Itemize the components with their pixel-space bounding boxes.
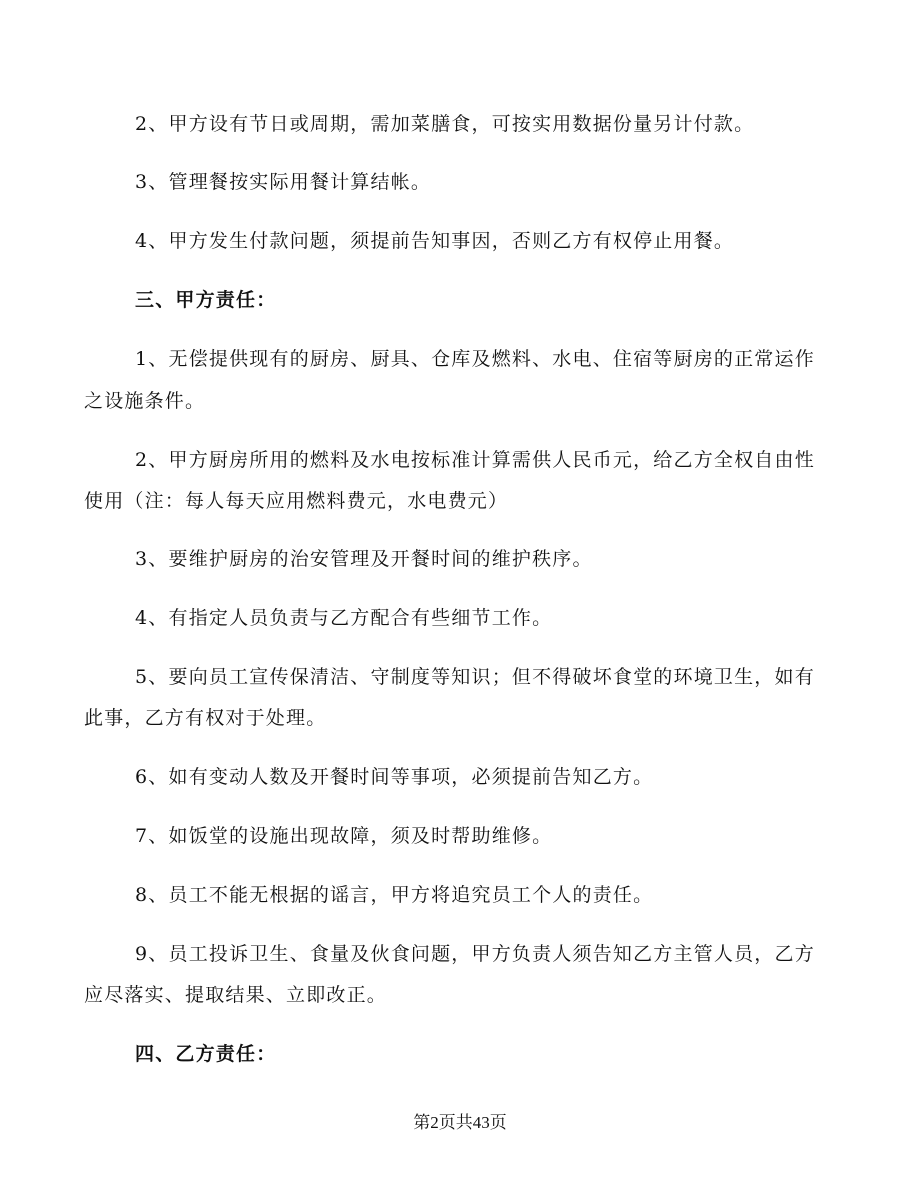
party-a-clause-1-line-1: 1、无偿提供现有的厨房、厨具、仓库及燃料、水电、住宿等厨房的正常运作 [135, 348, 815, 370]
party-a-clause-6: 6、如有变动人数及开餐时间等事项，必须提前告知乙方。 [135, 766, 654, 788]
party-a-clause-8: 8、员工不能无根据的谣言，甲方将追究员工个人的责任。 [135, 884, 654, 906]
party-a-clause-5-line-1: 5、要向员工宣传保清洁、守制度等知识；但不得破坏食堂的环境卫生，如有 [135, 666, 815, 688]
party-a-clause-9-line-2: 应尽落实、提取结果、立即改正。 [84, 984, 388, 1006]
clause-4-payment-issue: 4、甲方发生付款问题，须提前告知事因，否则乙方有权停止用餐。 [135, 230, 735, 252]
party-a-clause-2-line-2: 使用（注：每人每天应用燃料费元，水电费元） [84, 490, 509, 512]
section-heading-party-a-duties: 三、甲方责任： [135, 289, 277, 311]
party-a-clause-2-line-1: 2、甲方厨房所用的燃料及水电按标准计算需供人民币元，给乙方全权自由性 [135, 449, 815, 471]
section-heading-party-b-duties: 四、乙方责任： [135, 1043, 277, 1065]
page-number-footer: 第2页共43页 [413, 1113, 507, 1132]
party-a-clause-5-line-2: 此事，乙方有权对于处理。 [84, 707, 327, 729]
clause-2-payment-extra: 2、甲方设有节日或周期，需加菜膳食，可按实用数据份量另计付款。 [135, 113, 755, 135]
party-a-clause-7: 7、如饭堂的设施出现故障，须及时帮助维修。 [135, 825, 553, 847]
clause-3-management-meal: 3、管理餐按实际用餐计算结帐。 [135, 171, 432, 193]
party-a-clause-1-line-2: 之设施条件。 [84, 390, 206, 412]
party-a-clause-3: 3、要维护厨房的治安管理及开餐时间的维护秩序。 [135, 548, 593, 570]
party-a-clause-4: 4、有指定人员负责与乙方配合有些细节工作。 [135, 607, 553, 629]
party-a-clause-9-line-1: 9、员工投诉卫生、食量及伙食问题，甲方负责人须告知乙方主管人员，乙方 [135, 943, 815, 965]
